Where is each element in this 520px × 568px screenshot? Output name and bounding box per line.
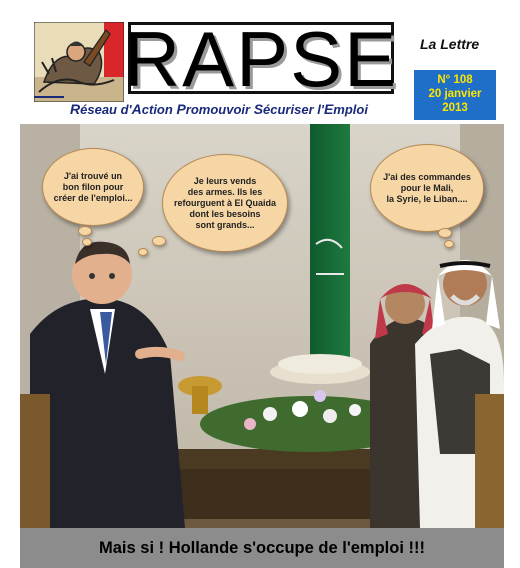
masthead-title: RAPSE [123,15,399,103]
subtitle-word-4: écuriser l' [263,102,324,117]
issue-year: 2013 [442,102,468,114]
thought-dot [138,248,148,256]
thought-bubble-right-text: J'ai des commandes pour le Mali, la Syrie, le Liban.... [383,171,471,204]
thought-dot [438,228,452,238]
thought-dot [78,226,92,236]
subtitle-word-5: mploi [333,102,368,117]
thought-bubble-left-text: J'ai trouvé un bon filon pour créer de l'emploi... [53,170,133,203]
subtitle-initial-a: A [131,101,142,117]
thought-bubble-left [42,148,144,226]
thought-bubble-middle [162,154,288,252]
thought-dot [444,240,454,248]
logo-illustration [34,22,124,102]
caption-bar [20,528,504,568]
thought-dot [152,236,166,246]
header-divider [34,96,64,98]
subtitle-word-3: romouvoir [185,102,254,117]
subtitle-word-2: ction [141,102,177,117]
issue-info-box [414,70,496,120]
subtitle-initial-r: R [70,101,81,117]
masthead-title-box [123,15,399,103]
issue-date: 20 janvier [428,88,482,100]
thought-dot [82,238,92,246]
subtitle-initial-e: E [323,101,334,117]
issue-number: N° 108 [437,74,473,86]
thought-bubble-right [370,144,484,232]
worker-illustration-icon [34,22,124,102]
caption-text: Mais si ! Hollande s'occupe de l'emploi !!! [99,538,425,557]
cartoon-photo [20,124,504,528]
subtitle-initial-s: S [253,101,264,117]
masthead-subtitle [70,101,368,117]
subtitle-word-1: éseau d' [80,102,132,117]
subtitle-initial-p: P [176,101,186,117]
newsletter-label: La Lettre [420,36,480,52]
thought-bubble-middle-text: Je leurs vends des armes. Ils les refourguent à El Quaida dont les besoins sont grands... [173,175,276,230]
